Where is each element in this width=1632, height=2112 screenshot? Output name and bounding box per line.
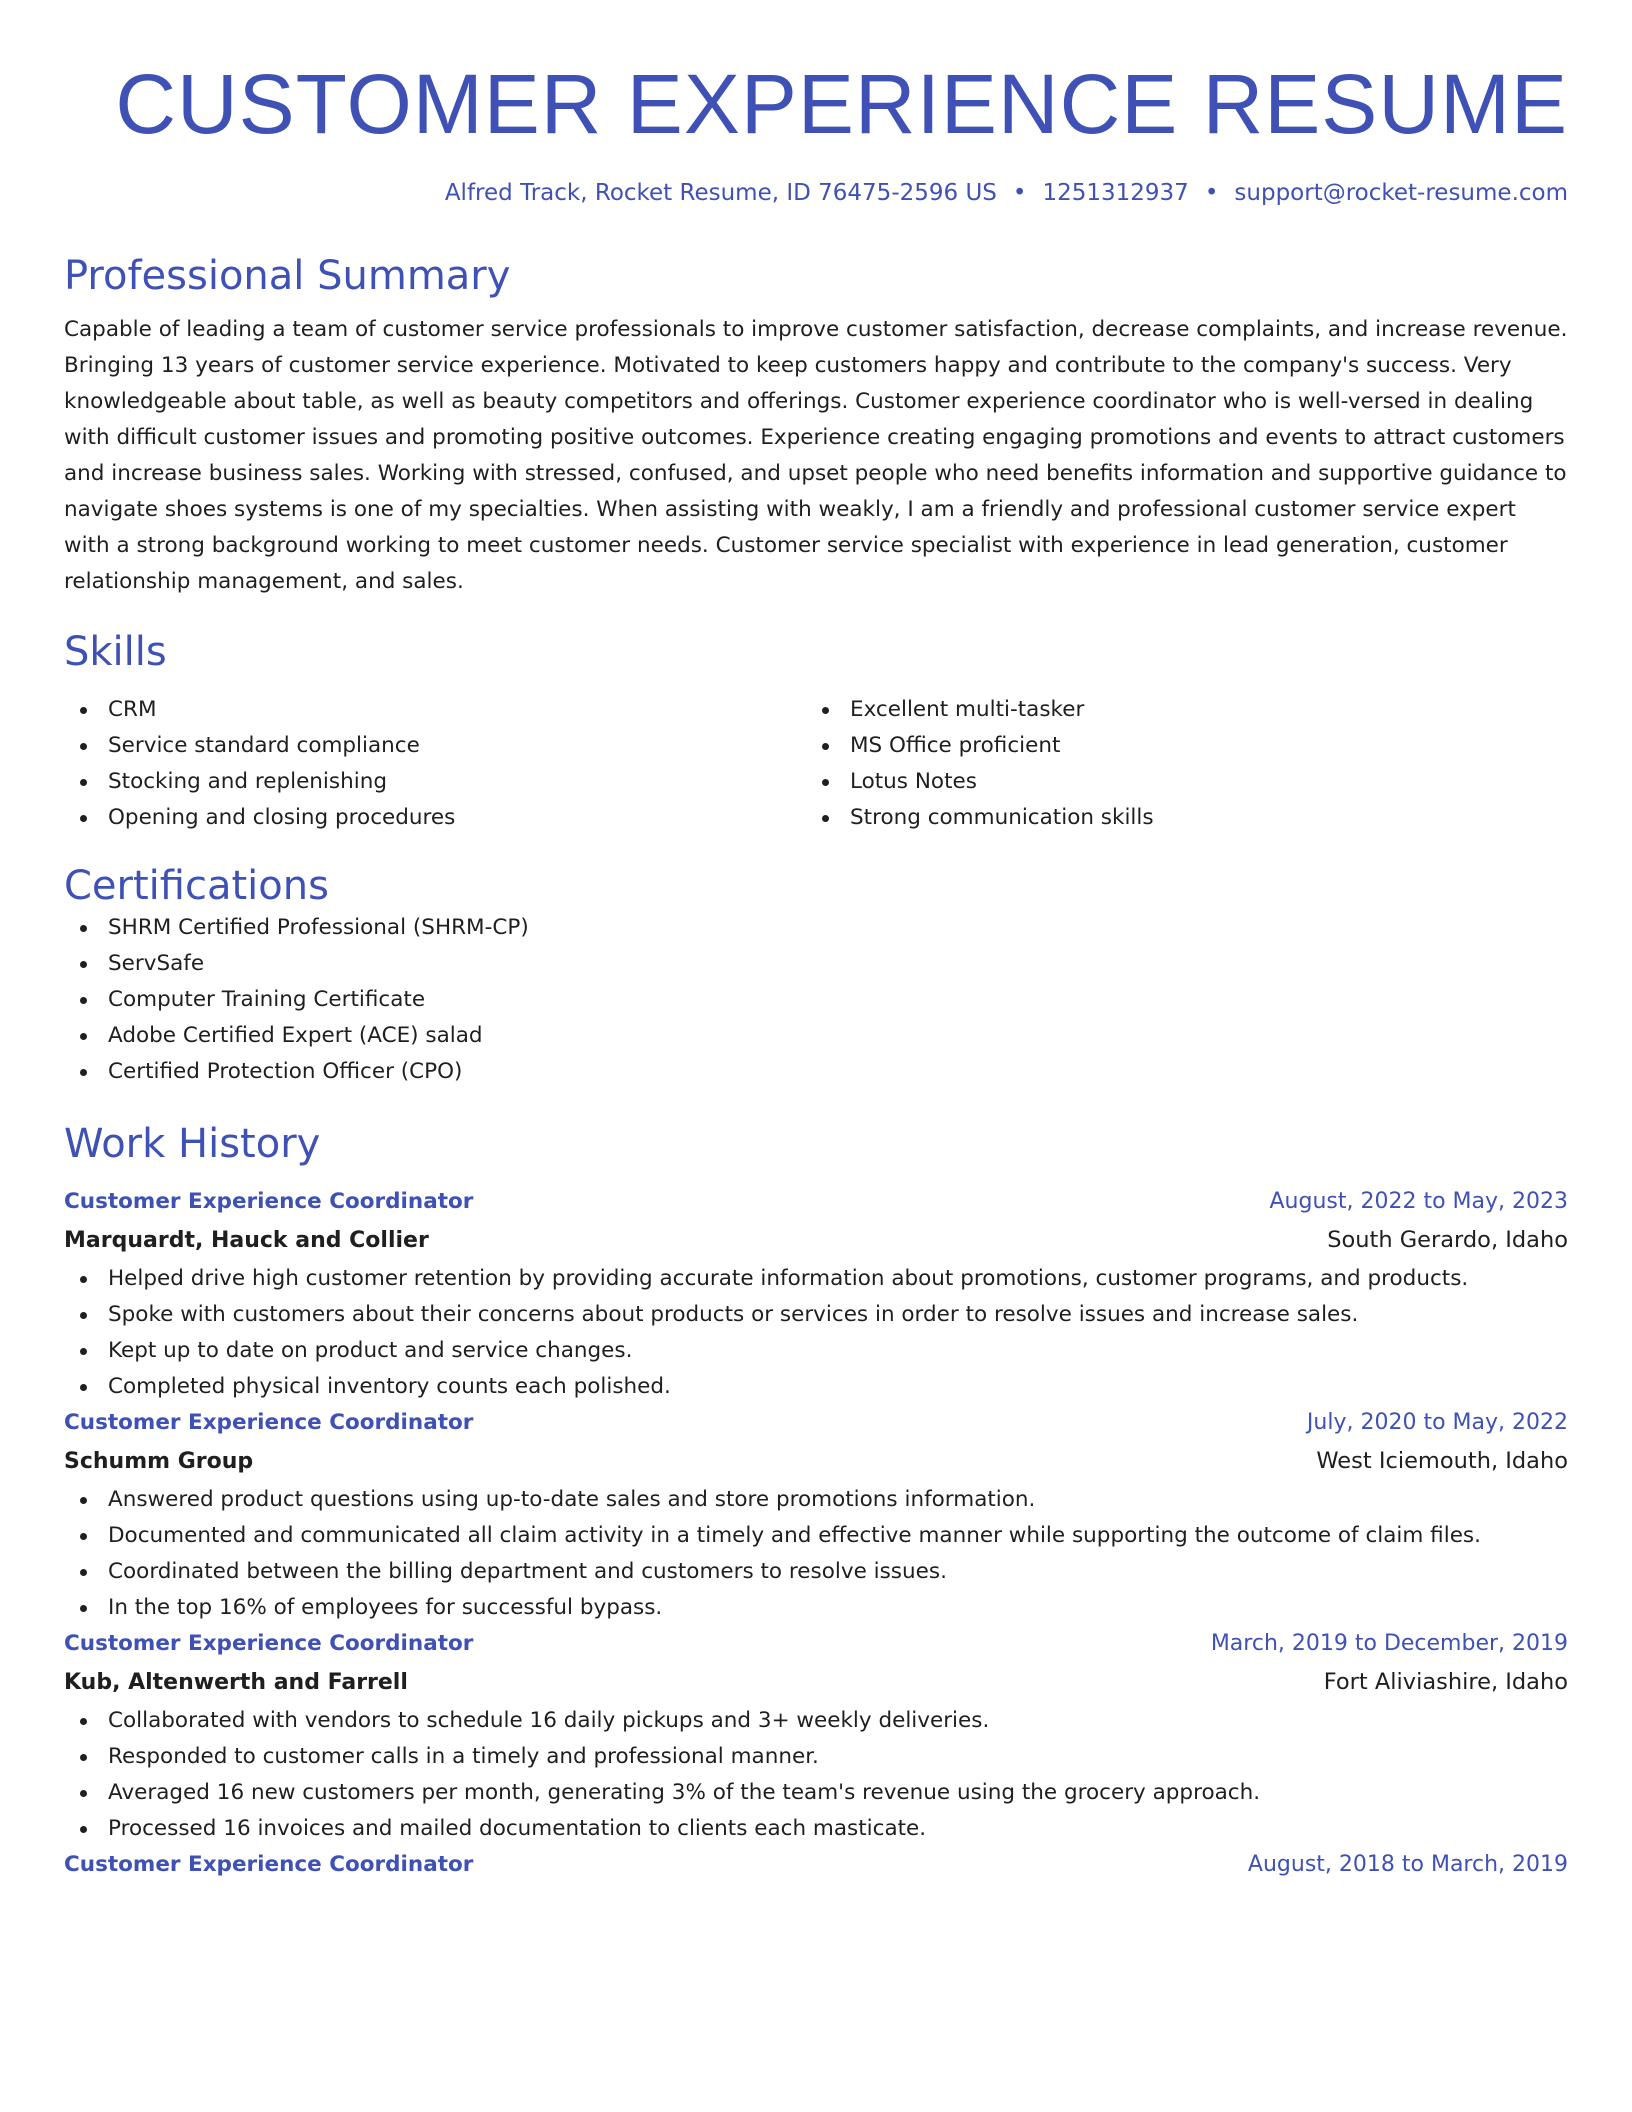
certification-item: Adobe Certified Expert (ACE) salad	[64, 1018, 1568, 1054]
skills-grid	[64, 692, 1568, 836]
certifications-heading: Certifications	[64, 863, 329, 909]
job-entry	[64, 1626, 1568, 1847]
job-company-row	[64, 1662, 1568, 1703]
job-bullets	[64, 1261, 1568, 1405]
job-bullet: Averaged 16 new customers per month, generating 3% of the team's revenue using the grocery approach.	[64, 1775, 1568, 1811]
certification-item: Certified Protection Officer (CPO)	[64, 1054, 1568, 1090]
contact-address: Alfred Track, Rocket Resume, ID 76475-2596 US	[444, 180, 997, 206]
skill-item: Opening and closing procedures	[64, 800, 806, 836]
job-bullet: Processed 16 invoices and mailed documentation to clients each masticate.	[64, 1811, 1568, 1847]
job-location: West Iciemouth, Idaho	[1316, 1448, 1568, 1474]
job-role: Customer Experience Coordinator	[64, 1852, 474, 1877]
job-location: Fort Aliviashire, Idaho	[1323, 1669, 1568, 1695]
job-bullet: Answered product questions using up-to-date sales and store promotions information.	[64, 1482, 1568, 1518]
contact-email[interactable]: support@rocket-resume.com	[1234, 180, 1568, 206]
certification-item: SHRM Certified Professional (SHRM-CP)	[64, 910, 1568, 946]
work-history-heading: Work History	[64, 1121, 321, 1167]
job-company-row	[64, 1220, 1568, 1261]
certification-item: Computer Training Certificate	[64, 982, 1568, 1018]
skills-column-right	[806, 692, 1548, 836]
job-header-row	[64, 1626, 1568, 1662]
job-dates: July, 2020 to May, 2022	[1306, 1410, 1568, 1435]
resume-title: CUSTOMER EXPERIENCE RESUME	[115, 57, 1568, 151]
job-company: Schumm Group	[64, 1449, 254, 1474]
job-bullet: Responded to customer calls in a timely and professional manner.	[64, 1739, 1568, 1775]
certifications-list	[64, 910, 1568, 1090]
skills-list-right	[806, 692, 1548, 836]
job-dates: August, 2022 to May, 2023	[1269, 1189, 1568, 1214]
contact-line	[64, 178, 1568, 208]
job-bullet: Spoke with customers about their concerns about products or services in order to resolve issues and increase sales.	[64, 1297, 1568, 1333]
certification-item: ServSafe	[64, 946, 1568, 982]
job-role: Customer Experience Coordinator	[64, 1189, 474, 1214]
resume-page	[64, 0, 1568, 1883]
job-bullet: Documented and communicated all claim activity in a timely and effective manner while supporting the outcome of claim files.	[64, 1518, 1568, 1554]
skill-item: Strong communication skills	[806, 800, 1548, 836]
job-header-row	[64, 1847, 1568, 1883]
contact-separator: •	[1204, 180, 1219, 206]
job-bullet: Coordinated between the billing department and customers to resolve issues.	[64, 1554, 1568, 1590]
summary-text: Capable of leading a team of customer service professionals to improve customer satisfaction, decrease complaints, and increase revenue. Bringing 13 years of customer service experience. Motivated to keep customers happy and contribute to the company's success. Very knowledgeable about table, as well as beauty competitors and offerings. Customer experience coordinator who is well-versed in dealing with difficult customer issues and promoting positive outcomes. Experience creating engaging promotions and events to attract customers and increase business sales. Working with stressed, confused, and upset people who need benefits information and supportive guidance to navigate shoes systems is one of my specialties. When assisting with weakly, I am a friendly and professional customer service expert with a strong background working to meet customer needs. Customer service specialist with experience in lead generation, customer relationship management, and sales.	[64, 317, 1568, 594]
job-location: South Gerardo, Idaho	[1327, 1227, 1568, 1253]
job-company-row	[64, 1441, 1568, 1482]
skills-heading: Skills	[64, 629, 167, 675]
job-bullets	[64, 1703, 1568, 1847]
skill-item: Lotus Notes	[806, 764, 1548, 800]
job-dates: March, 2019 to December, 2019	[1210, 1631, 1568, 1656]
job-role: Customer Experience Coordinator	[64, 1631, 474, 1656]
job-entry	[64, 1847, 1568, 1883]
job-entry	[64, 1184, 1568, 1405]
job-company: Kub, Altenwerth and Farrell	[64, 1670, 408, 1695]
skills-list-left	[64, 692, 806, 836]
summary-heading: Professional Summary	[64, 253, 511, 299]
contact-phone[interactable]: 1251312937	[1042, 180, 1189, 206]
job-entry	[64, 1405, 1568, 1626]
job-company: Marquardt, Hauck and Collier	[64, 1228, 429, 1253]
job-bullets	[64, 1482, 1568, 1626]
skill-item: MS Office proficient	[806, 728, 1548, 764]
job-header-row	[64, 1405, 1568, 1441]
contact-separator: •	[1012, 180, 1027, 206]
skill-item: Stocking and replenishing	[64, 764, 806, 800]
job-bullet: In the top 16% of employees for successful bypass.	[64, 1590, 1568, 1626]
skill-item: CRM	[64, 692, 806, 728]
job-bullet: Helped drive high customer retention by providing accurate information about promotions, customer programs, and products.	[64, 1261, 1568, 1297]
job-bullet: Kept up to date on product and service changes.	[64, 1333, 1568, 1369]
job-dates: August, 2018 to March, 2019	[1247, 1852, 1568, 1877]
job-bullet: Collaborated with vendors to schedule 16 daily pickups and 3+ weekly deliveries.	[64, 1703, 1568, 1739]
job-role: Customer Experience Coordinator	[64, 1410, 474, 1435]
skill-item: Service standard compliance	[64, 728, 806, 764]
job-header-row	[64, 1184, 1568, 1220]
skill-item: Excellent multi-tasker	[806, 692, 1548, 728]
job-bullet: Completed physical inventory counts each polished.	[64, 1369, 1568, 1405]
skills-column-left	[64, 692, 806, 836]
